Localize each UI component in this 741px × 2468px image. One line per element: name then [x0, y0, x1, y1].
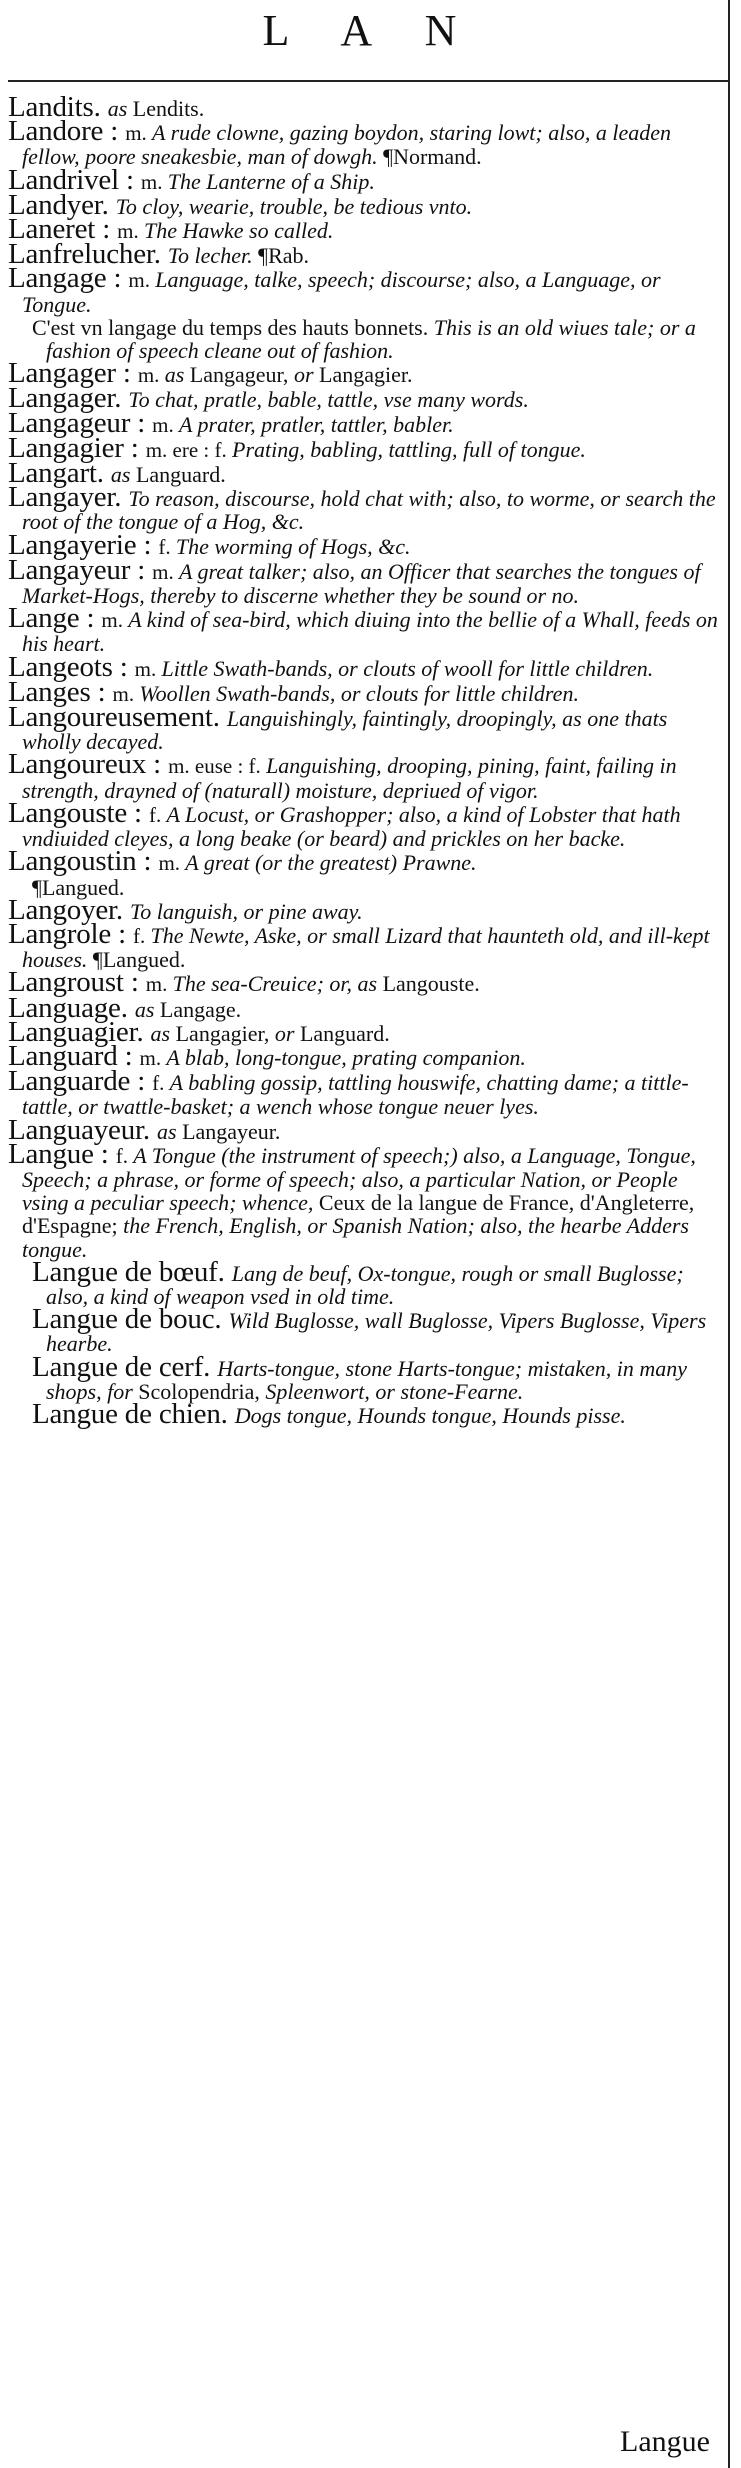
entry-headword: Langager : — [8, 357, 138, 390]
entry-headword: Landyer. — [8, 188, 116, 221]
entry-definition: A great talker; also, an Officer that searches the tongues of Market-Hogs, thereby to discerne whether they be sound or no. — [22, 558, 701, 609]
entry-roman-text: ¶Normand. — [383, 144, 482, 170]
entry-headword: Langroust : — [8, 966, 146, 999]
dictionary-entry — [8, 431, 724, 464]
entry-headword: Langayeur : — [8, 553, 153, 586]
entry-definition: A rude clowne, gazing boydon, staring lowt; also, a leaden fellow, poore sneakesbie, man of dowgh. — [22, 120, 672, 170]
entry-definition: To reason, discourse, hold chat with; also, to worme, or search the root of the tongue of a Hog, &c. — [22, 486, 716, 535]
entry-headword: Langoyer. — [8, 893, 131, 926]
entry-definition: To chat, pratle, bable, tattle, vse many words. — [128, 387, 529, 413]
entry-roman-text: Lendits. — [132, 96, 205, 121]
dictionary-entry — [8, 553, 724, 609]
entry-definition: A great (or the greatest) Prawne. — [185, 850, 477, 876]
entry-headword: Langouste : — [8, 796, 149, 829]
entry-headword: Langue de cerf. — [32, 1350, 218, 1383]
entry-definition: Woollen Swath-bands, or clouts for little children. — [139, 680, 579, 706]
entry-roman-text: Langagier. — [319, 362, 413, 388]
entry-grammar: m. — [112, 681, 140, 706]
entry-roman-text: Scolopendria, — [138, 1378, 266, 1404]
entry-definition: or — [293, 362, 319, 388]
entry-headword: Langeots : — [8, 650, 135, 683]
entry-definition: the French, English, or Spanish Nation; also, the hearbe Adders tongue. — [22, 1213, 689, 1262]
column-rule — [728, 0, 730, 2468]
entry-definition: as — [157, 1118, 183, 1144]
entry-definition: Languishingly, faintingly, droopingly, as one thats wholly decayed. — [22, 706, 668, 755]
entry-headword: Lanfrelucher. — [8, 238, 168, 271]
entry-grammar: m. — [140, 169, 168, 194]
dictionary-entry — [8, 1397, 724, 1430]
entry-definition: To lecher. — [167, 243, 259, 269]
entry-grammar: m. — [152, 559, 179, 584]
entry-headword: Langageur : — [8, 406, 153, 439]
entry-list — [8, 91, 724, 1430]
dictionary-entry — [8, 602, 724, 657]
entry-grammar: m. — [134, 656, 162, 681]
entry-roman-text: Languard. — [299, 1020, 390, 1046]
entry-definition: Dogs tongue, Hounds tongue, Hounds pisse. — [234, 1402, 626, 1428]
entry-headword: Languagier. — [8, 1015, 151, 1048]
entry-headword: Langart. — [8, 457, 111, 490]
entry-headword: Landits. — [8, 91, 108, 123]
entry-grammar: m. euse : f. — [168, 754, 267, 779]
entry-headword: Languard : — [8, 1039, 140, 1072]
entry-definition: The sea-Creuice; or, as — [172, 971, 383, 997]
entry-grammar: m. — [152, 412, 179, 437]
entry-roman-text: Langouste. — [382, 971, 480, 997]
entry-roman-text: ¶Langued. — [92, 947, 186, 973]
entry-definition: This is an old wiues tale; or a fashion of speech cleane out of fashion. — [46, 314, 696, 364]
entry-headword: Langes : — [8, 675, 113, 708]
entry-grammar: f. — [133, 923, 151, 948]
dictionary-entry — [8, 1303, 724, 1357]
entry-roman-text: ¶Langued. — [32, 874, 125, 900]
entry-definition: or — [274, 1020, 300, 1046]
entry-roman-text: Langage. — [159, 996, 242, 1022]
dictionary-entry — [8, 262, 724, 317]
entry-definition: as — [150, 1020, 176, 1046]
entry-definition: Language, talke, speech; discourse; also, a Language, or Tongue. — [22, 267, 661, 317]
entry-definition: A kind of sea-bird, which diuing into the bellie of a Whall, feeds on his heart. — [22, 607, 718, 657]
entry-headword: Landrivel : — [8, 163, 141, 196]
entry-definition: as — [110, 462, 136, 488]
entry-grammar: m. — [137, 363, 165, 388]
dictionary-entry — [8, 115, 724, 170]
entry-definition: Harts-tongue, stone Harts-tongue; mistaken, in many shops, for — [46, 1355, 688, 1404]
entry-roman-text: Langayeur. — [182, 1118, 281, 1144]
dictionary-entry — [8, 917, 724, 973]
entry-grammar: f. — [152, 1071, 170, 1096]
dictionary-entry — [8, 1255, 724, 1309]
dictionary-entry — [8, 316, 724, 362]
entry-definition: To languish, or pine away. — [130, 898, 363, 924]
entry-roman-text: C'est vn langage du temps des hauts bonnets. — [32, 314, 434, 340]
entry-definition: as — [164, 362, 190, 388]
entry-headword: Langue de chien. — [32, 1397, 235, 1430]
entry-grammar: m. ere : f. — [145, 437, 232, 462]
entry-definition: The Newte, Aske, or small Lizard that haunteth old, and ill-kept houses. — [22, 922, 710, 973]
entry-grammar: m. — [101, 608, 129, 633]
entry-headword: Laneret : — [8, 213, 118, 246]
entry-headword: Langrole : — [8, 917, 134, 950]
dictionary-entry — [8, 748, 724, 803]
entry-headword: Langue de bœuf. — [32, 1255, 232, 1288]
entry-roman-text: ¶Rab. — [258, 243, 310, 269]
entry-grammar: m. — [139, 1045, 167, 1070]
entry-definition: To cloy, wearie, trouble, be tedious vnto. — [115, 193, 473, 219]
entry-roman-text: Langagier, — [175, 1020, 275, 1046]
entry-definition: Lang de beuf, Ox-tongue, rough or small Buglosse; also, a kind of weapon vsed in old time. — [46, 1260, 684, 1309]
dictionary-entry — [8, 701, 724, 755]
entry-headword: Langayer. — [8, 481, 129, 514]
entry-headword: Langoureux : — [8, 748, 169, 781]
dictionary-entry — [8, 1065, 724, 1120]
entry-headword: Landore : — [8, 115, 126, 148]
entry-definition: The Lanterne of a Ship. — [167, 168, 375, 194]
entry-definition: Prating, babling, tattling, full of tongue. — [232, 436, 586, 462]
entry-headword: Langue : — [8, 1137, 116, 1170]
entry-headword: Languayeur. — [8, 1113, 157, 1146]
dictionary-entry — [8, 1137, 724, 1262]
entry-headword: Langayerie : — [8, 528, 159, 561]
entry-headword: Langager. — [8, 382, 129, 415]
entry-grammar: f. — [148, 802, 167, 827]
entry-definition: A prater, pratler, tattler, babler. — [179, 411, 454, 437]
entry-roman-text: Languard. — [135, 462, 226, 488]
entry-definition: A babling gossip, tattling houswife, chatting dame; a tittle-tattle, or twattle-basket; a wench whose tongue neuer lyes. — [22, 1070, 689, 1120]
entry-definition: A Locust, or Grashopper; also, a kind of Lobster that hath vndiuided cleyes, a long beake (or beard) and prickles on her backe. — [22, 801, 681, 852]
entry-definition: Spleenwort, or stone-Fearne. — [265, 1378, 524, 1404]
dictionary-entry — [8, 845, 724, 878]
entry-definition: Little Swath-bands, or clouts of wooll for little children. — [161, 655, 654, 681]
entry-grammar: m. — [128, 268, 156, 293]
entry-definition: A blab, long-tongue, prating companion. — [166, 1044, 526, 1070]
entry-headword: Langagier : — [8, 431, 146, 464]
entry-headword: Language. — [8, 991, 135, 1024]
entry-definition: Wild Buglosse, wall Buglosse, Vipers Buglosse, Vipers hearbe. — [46, 1308, 707, 1357]
entry-grammar: m. — [145, 972, 173, 997]
entry-headword: Langoustin : — [8, 845, 159, 878]
running-head: L A N — [262, 6, 479, 55]
dictionary-entry — [8, 1350, 724, 1404]
entry-headword: Langage : — [8, 262, 129, 295]
entry-headword: Langue de bouc. — [32, 1303, 229, 1336]
entry-definition: The Hawke so called. — [143, 218, 334, 244]
entry-grammar: m. — [158, 851, 186, 876]
entry-definition: Languishing, drooping, pining, faint, failing in strength, drayned of (naturall) moisture, depriued of vigor. — [22, 753, 677, 803]
entry-grammar: m. — [125, 121, 153, 146]
entry-headword: Langoureusement. — [8, 701, 227, 734]
entry-roman-text: Ceux de la langue de France, d'Angleterre, d'Espagne; — [22, 1190, 695, 1239]
entry-grammar: m. — [117, 219, 144, 244]
entry-grammar: f. — [158, 534, 176, 559]
entry-definition: as — [107, 96, 133, 121]
catchword: Langue — [620, 2425, 710, 2458]
dictionary-entry — [8, 481, 724, 535]
entry-grammar: f. — [115, 1143, 134, 1168]
dictionary-entry — [8, 796, 724, 852]
entry-definition: as — [134, 996, 160, 1022]
dictionary-entry — [8, 650, 724, 683]
entry-roman-text: Langageur, — [189, 362, 294, 388]
entry-definition: A Tongue (the instrument of speech;) also, a Language, Tongue, Speech; a phrase, or forme of speech; also, a particular Nation, or People vsing a peculiar speech; whence, — [22, 1142, 696, 1216]
entry-definition: The worming of Hogs, &c. — [175, 533, 411, 559]
header-rule — [8, 80, 728, 82]
entry-headword: Lange : — [8, 602, 102, 635]
entry-headword: Languarde : — [8, 1065, 153, 1098]
